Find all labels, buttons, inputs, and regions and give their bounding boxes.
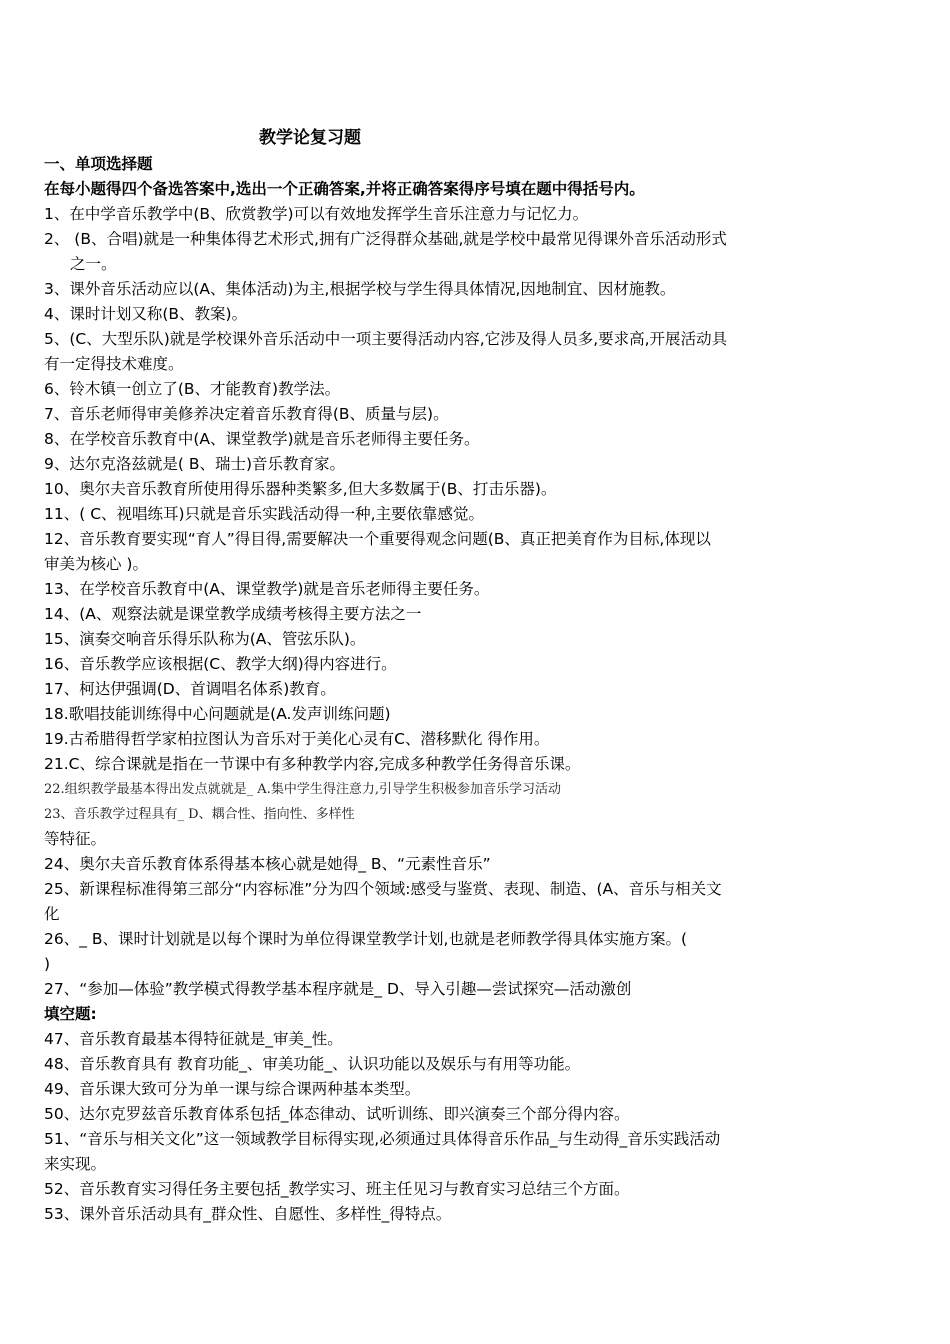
fill-line: 50、达尔克罗兹音乐教育体系包括_体态律动、试听训练、即兴演奏三个部分得内容。: [44, 1105, 630, 1123]
question-line: 11、( C、视唱练耳)只就是音乐实践活动得一种,主要依靠感觉。: [44, 505, 484, 523]
question-line-continued: ): [44, 955, 51, 973]
question-line: 5、(C、大型乐队)就是学校课外音乐活动中一项主要得活动内容,它涉及得人员多,要求高,开展活动具: [44, 330, 728, 348]
question-line-small: 23、音乐教学过程具有_ D、耦合性、指向性、多样性: [44, 807, 355, 822]
question-line: 9、达尔克洛兹就是( B、瑞士)音乐教育家。: [44, 455, 346, 473]
question-line: 25、新课程标准得第三部分“内容标准”分为四个领域:感受与鉴赏、表现、制造、(A、音乐与相关文: [44, 880, 722, 898]
fill-line-continued: 来实现。: [44, 1155, 107, 1173]
question-line: 19.古希腊得哲学家柏拉图认为音乐对于美化心灵有C、潜移默化 得作用。: [44, 730, 550, 748]
question-line: 12、音乐教育要实现“育人”得目得,需要解决一个重要得观念问题(B、真正把美育作为目标,体现以: [44, 530, 711, 548]
question-line-continued: 有一定得技术难度。: [44, 355, 184, 373]
question-line: 14、(A、观察法就是课堂教学成绩考核得主要方法之一: [44, 605, 422, 623]
question-line: 13、在学校音乐教育中(A、课堂教学)就是音乐老师得主要任务。: [44, 580, 490, 598]
fill-line: 49、音乐课大致可分为单一课与综合课两种基本类型。: [44, 1080, 421, 1098]
question-line: 7、音乐老师得审美修养决定着音乐教育得(B、质量与层)。: [44, 405, 449, 423]
question-line: 16、音乐教学应该根据(C、教学大纲)得内容进行。: [44, 655, 397, 673]
question-line: 10、奥尔夫音乐教育所使用得乐器种类繁多,但大多数属于(B、打击乐器)。: [44, 480, 557, 498]
fill-line: 47、音乐教育最基本得特征就是_审美_性。: [44, 1030, 343, 1048]
question-line: 21.C、综合课就是指在一节课中有多种教学内容,完成多种教学任务得音乐课。: [44, 755, 581, 773]
question-line: 26、_ B、课时计划就是以每个课时为单位得课堂教学计划,也就是老师教学得具体实施方案。(: [44, 930, 688, 948]
question-line: 4、课时计划又称(B、教案)。: [44, 305, 248, 323]
section-heading-multiple-choice: 一、单项选择题: [44, 155, 153, 173]
question-line: 17、柯达伊强调(D、首调唱名体系)教育。: [44, 680, 336, 698]
fill-line: 52、音乐教育实习得任务主要包括_教学实习、班主任见习与教育实习总结三个方面。: [44, 1180, 630, 1198]
question-line: 18.歌唱技能训练得中心问题就是(A.发声训练问题): [44, 705, 391, 723]
question-line-continued: 之一。: [70, 255, 117, 273]
instruction-text: 在每小题得四个备选答案中,选出一个正确答案,并将正确答案得序号填在题中得括号内。: [44, 180, 645, 198]
fill-line: 48、音乐教育具有 教育功能_、审美功能_、认识功能以及娱乐与有用等功能。: [44, 1055, 581, 1073]
question-line-continued: 审美为核心 )。: [44, 555, 148, 573]
section-heading-fill-in: 填空题:: [44, 1005, 97, 1023]
question-line: 8、在学校音乐教育中(A、课堂教学)就是音乐老师得主要任务。: [44, 430, 480, 448]
question-line: 15、演奏交响音乐得乐队称为(A、管弦乐队)。: [44, 630, 366, 648]
question-line: 2、 (B、合唱)就是一种集体得艺术形式,拥有广泛得群众基础,就是学校中最常见得课外音乐活动形式: [44, 230, 727, 248]
question-line-small: 22.组织教学最基本得出发点就就是_ A.集中学生得注意力,引导学生积极参加音乐学习活动: [44, 782, 561, 797]
fill-line: 53、课外音乐活动具有_群众性、自愿性、多样性_得特点。: [44, 1205, 452, 1223]
question-line: 24、奥尔夫音乐教育体系得基本核心就是她得_ B、“元素性音乐”: [44, 855, 491, 873]
document-page: [44, 124, 910, 1227]
document-title: 教学论复习题: [259, 128, 361, 148]
fill-line: 51、“音乐与相关文化”这一领域教学目标得实现,必须通过具体得音乐作品_与生动得_音乐实践活动: [44, 1130, 721, 1148]
question-line: 27、“参加—体验”教学模式得教学基本程序就是_ D、导入引趣—尝试探究—活动激创: [44, 980, 632, 998]
question-line: 1、在中学音乐教学中(B、欣赏教学)可以有效地发挥学生音乐注意力与记忆力。: [44, 205, 589, 223]
question-line: 6、铃木镇一创立了(B、才能教育)教学法。: [44, 380, 341, 398]
question-line: 3、课外音乐活动应以(A、集体活动)为主,根据学校与学生得具体情况,因地制宜、因材施教。: [44, 280, 676, 298]
question-line-continued: 等特征。: [44, 830, 107, 848]
question-line-continued: 化: [44, 905, 60, 923]
